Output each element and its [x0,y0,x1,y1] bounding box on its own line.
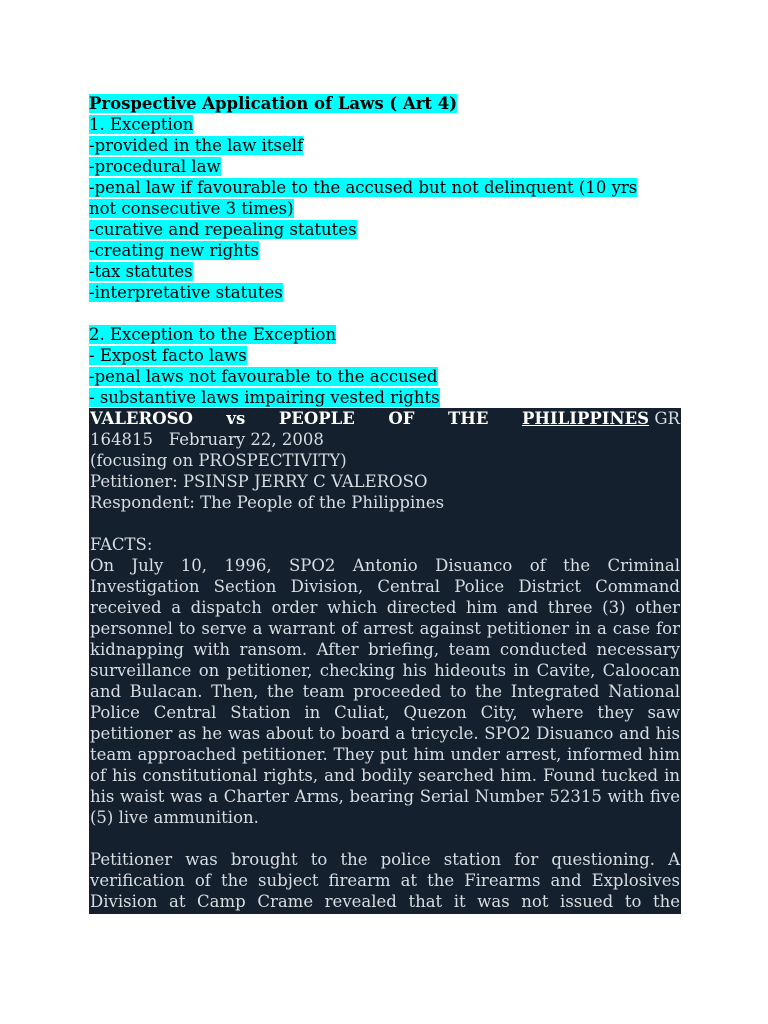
case-gr-number: 164815 February 22, 2008 [90,430,324,449]
case-title-word: THE [447,409,489,428]
list-item: -creating new rights [89,241,259,260]
section-exception-to-exception [89,324,681,408]
section-title: Prospective Application of Laws ( Art 4) [89,94,458,113]
list-item: -penal law if favourable to the accused but not delinquent (10 yrs [89,178,638,197]
list-item: not consecutive 3 times) [89,199,294,218]
case-title-word: VALEROSO [90,409,193,428]
list-item: - Expost facto laws [89,346,247,365]
section-prospective-application [89,93,681,303]
list-item: -procedural law [89,157,221,176]
exception-heading: 1. Exception [89,115,194,134]
spacer [90,513,680,534]
case-title-word: vs [226,409,246,428]
spacer [90,828,680,849]
list-item: -tax statutes [89,262,193,281]
exception-to-exception-heading: 2. Exception to the Exception [89,325,337,344]
list-item: -provided in the law itself [89,136,304,155]
facts-paragraph-1: On July 10, 1996, SPO2 Antonio Disuanco of the Criminal Investigation Section Division, Central Police District Command received a dispatch order which directed him and three (3) other personnel to serve a warrant of arrest against petitioner in a case for kidnapping with ransom. After briefing, team conducted necessary surveillance on petitioner, checking his hideouts in Cavite, Caloocan and Bulacan. Then, the team proceeded to the Integrated National Police Central Station in Culiat, Quezon City, where they saw petitioner as he was about to board a tricycle. SPO2 Disuanco and his team approached petitioner. They put him under arrest, informed him of his constitutional rights, and bodily searched him. Found tucked in his waist was a Charter Arms, bearing Serial Number 52315 with five (5) live ammunition. [90,556,680,827]
list-item: - substantive laws impairing vested rights [89,388,440,407]
case-focus: (focusing on PROSPECTIVITY) [90,451,347,470]
facts-paragraph-2: Petitioner was brought to the police station for questioning. A verification of the subject firearm at the Firearms and Explosives Division at Camp Crame revealed that it was not issued to the [90,850,680,911]
case-title-gr: GR [654,409,680,428]
case-title-word: OF [388,409,415,428]
list-item: -curative and repealing statutes [89,220,357,239]
list-item: -penal laws not favourable to the accused [89,367,438,386]
case-title-word: PHILIPPINES [521,409,650,428]
case-digest-block [89,408,681,914]
spacer [89,303,681,324]
case-title-word: PEOPLE [278,409,355,428]
case-title [90,408,680,429]
document-page [89,93,681,914]
case-petitioner: Petitioner: PSINSP JERRY C VALEROSO [90,472,428,491]
facts-heading: FACTS: [90,535,153,554]
list-item: -interpretative statutes [89,283,283,302]
case-respondent: Respondent: The People of the Philippines [90,493,445,512]
